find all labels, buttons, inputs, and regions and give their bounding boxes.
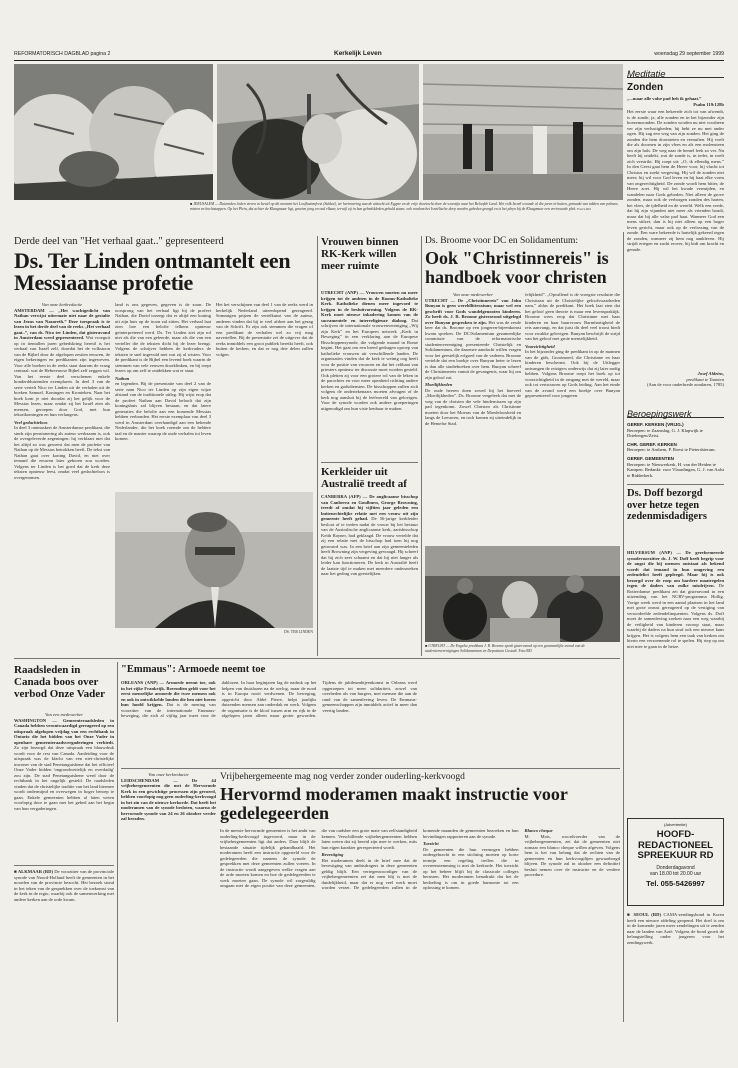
beroepingswerk-list [627,422,724,480]
hervormd-sub3: Blanco cheque [524,828,553,833]
meditatie-body: Het eerste waar een bekeerde zich tot van afwendt, is de zonde, ja, alle zonden en in het bijzonder zijn boezemzonden. De zonden worden nu niet voorheen ver zijn verlustigheden; hij hebt ze nu met ander ogen. Hij zag een weg van zijn zonden. Het ging de zonden die hem doornieten en vernuften. Hij voelt die als doornen in zijn vlees en als een molensteen om zijn hals. De weg naar de hemel leek zo ver. Nu heeft hij ontdekt, wat de zonde is, in ieder, in voelt zich verstrikt. Hij roept uit: „O, ik ellendig mens.” In den Geest gaat hem de Heere voor, hij vlucht tot Christus en zoekt vergeving. Hij wil de zonden niet meer; hij wil voor God leven en hij haat elke vorm van ongerechtigheid. De zonde wordt hem bitter, de Heere zoet. Hij wil het kwade vermijden, en wandelen naar Gods geboden. Niet alleen de grove zonden, maar ook de verborgen zonden des harten, het vlees, de ijdelheid en de wereld. Welk een vrede, dat hij zijn vijanden niet meer als vrienden houdt, maar dat hij alle valse pad haat. Wanneer God een mens stilzet, dan is hij niet alleen op een hoger leven gericht, maar ook op de verlossing van de zonde. Een ware bekeerde is hartelijk gekeerd tegen de zonden, wanneer zij hem nog aankleven. Hij strijdt ertegen en zucht erover, hij bidt om kracht en genade. [627,109,724,252]
doff-headline: Ds. Doff bezorgd over hetze tegen zedenmisdadigers [627,488,707,522]
lead-sub2: Nathan [115,375,130,381]
lead-body: Wat vroeguit op in tientallen jaren gebedskring bereid is het verhaal van Israël zelf, doordat het de volkstoon van de Bijbel door de afgelopen zestien eeuwen, de eigen bekeringen en predikanten zijn ingeweven. Voor alle boeken in de reeks staat daarom de vraag centraal: wat de Hebreeuwse Bijbel zelf zeggen wil. Van het eerste deel verschenen enkele honderdduizenden exemplaren. In deel 3 van de serie vertelt Nico ter Linden uit de verhalen uit de boeken Samuel, Koningen en Kronieken. Naar het boek kom je niet doordat zij het gelijk voor de Messias lezen, maar omdat zij het Israël zien als mensen, geroepen door God, met hun tekortkomingen en hun verlangens. [14,335,110,417]
raadsleden-byline: Van een medewerker [44,712,83,717]
lead-headline: Ds. Ter Linden ontmantelt een Messiaanse profetie [14,248,291,295]
column-divider [421,236,422,656]
raadsleden-article [14,712,114,862]
lead-col3 [216,302,313,490]
meditatie-role: predikant te Taanten [686,376,724,382]
hervormd-sub2: Toezicht [423,841,439,846]
lead-portrait [115,492,313,628]
brief-seoul-text: CAMA-zendingsbond in Korea heeft een nieuwe afdeling geopend. Het doel is om in de komende jaren meer zendelingen uit te zenden naar de landen van Azië. Volgens de bond groeit de belangstelling onder jongeren voor het zendingswerk. [627,912,724,945]
lead-body2: In deel 3 ontmaskert de Amsterdamse predikant, die sinds zijn pensionering als auteur werkzaam is, ook de overgeleverde zegeningen: hij verklaart niet dat het altijd zo was geweest dat men de profetie van Nathan op de Messias betrokken heeft. De tekst van Nathan gaat over koning David, en niet over iemand die eeuwen later geboren zou worden. Volgens ter Linden is het goed dat de kerk deze teksten opnieuw leest, omdat veel gedachteloos is overgenomen. [14,425,110,480]
vrouwen-article [321,290,418,460]
hervormd-headline: Hervormd moderamen maakt instructie voor gedelegeerden [220,784,568,823]
doff-lede: HILVERSUM (ANP) — De gereformeerde synodevoorzitter ds. J. W. Doff heeft begrip voor de angst die bij mensen ontstaat als bekend wordt dat iemand in hun omgeving een zedendelict heeft gepleegd. Maar hij is ook bezorgd over de roep om hardere maatregelen tegen de daders van zulke misdrijven. [627,550,724,588]
church-entry: GEREF. GEMEENTEN Beroepen: te Nieuwerkerk, H. van der Heiden te Kampen. Bedankt: voor Vlaardingen, G. J. van Aalst te Ridderkerk. [627,455,724,478]
christinnereis-photo [425,546,620,642]
divider [121,768,620,769]
page-header [14,50,724,60]
lead-col4-text: Het het verschijnen van deel 1 van de reeks werd in kerkelijk Nederland uiteenlopend gereageerd. Sommigen prijzen de vertelkunst van de auteur, anderen vinden dat hij te veel afdoet aan het gezag van de Schrift. Er zijn ook stemmen die vragen of een predikant de verhalen wel zo vrij mag navertellen. Bij de presentatie zei de uitgever dat de reeks inmiddels een groot publiek bereikt heeft, ook buiten de kerken, en dat er nog drie delen zullen volgen. [216,302,313,357]
hervormd-byline: Van onze kerkredactie [148,772,189,777]
vrouwen-headline: Vrouwen binnen RK-Kerk willen meer ruimte [321,236,399,272]
christinnereis-byline: Van onze medewerker [452,292,494,297]
brief-seoul [627,912,724,1020]
hervormd-sub1: Bevestiging [321,852,344,857]
advert-small: (Advertentie) [664,822,687,827]
lead-lede: AMSTERDAM — „Het wachtgedicht van Nathan verwijst uitermate niet naar de gestalte van Jezus van Nazareth.” Deze toespraak is te lezen in het derde deel van de reeks „Het verhaal gaat..”, van ds. Nico ter Linden, dat gisteravond in Amsterdam werd gepresenteerd. [14,307,110,340]
christinnereis-lede: UTRECHT — De „Christinnereis” van John Bunyan is geen wereldlitteratuur, maar wel een geschrift voor Gods wandelgenooten kinderen. Zo heeft ds. J. R. Broome gisteravond uitgelegd over Bunyan gesproken te zijn. [425,297,521,325]
kerkleider-headline: Kerkleider uit Australië treedt af [321,466,407,490]
divider [321,462,418,463]
christinnereis-col1 [425,292,521,542]
lead-portrait-caption: DS. TER LINDEN [284,630,313,634]
kerkleider-article [321,494,418,654]
column-divider [317,236,318,656]
photo-credit: Foto's RD [577,206,591,211]
divider [14,865,114,866]
kerkleider-lede: CANBERRA (AFP) — De anglicaanse bisschop van Canberra en Goulburn, George Browning, treedt af omdat hij vijftien jaar geleden een buitenechtelijke relatie met een vrouw uit zijn gemeente heeft gehad. [321,494,418,521]
emmaus-article [121,680,417,766]
brief-seoul-lead: ■ SEOUL (RD) [627,912,661,917]
meditatie-source: (Aan de voor onderbrede zondaren, 1785) [646,382,724,387]
photo-western-wall [423,64,623,200]
emmaus-lede: ORLEANS (ANP) — Armoede neemt toe, ook in het rijke Frankrijk. Bovendien geldt voor het eerst menselijke armoede die twee mensen ook en ook in ontwikkelde landen die hen niet boven hun hoofd krijgen. [121,680,216,707]
advert-title: HOOFD-REDACTIONEEL SPREEKUUR RD [637,829,714,861]
christinnereis-headline: Ook "Christinnereis" is handboek voor christen [425,248,609,287]
photo-caption: ■ JERUSALEM — Duizenden Joden vieren in Israël op dit moment het Loofhuttenfeest (Sukkot), ter herinnering aan de uittocht uit Egypte en de vrije doortocht door de woestijn naar het Beloofde Land. Het volk Israël woonde al die jaren in hutten, gemaakt van takken van palmen, mirten en bochtstappen. Op het Plein, dat achter de Klaagmuur ligt, groeten jong en oud elkaar, terwijl zij in hun gebedskleden gehuld staan; ook rondom het Israëlische dorp worden gebeden gezegd en is het pleyn bij de Klaagmuur een vertrouwde plek. Foto's RD [190,202,619,211]
brief-alkmaar-text: De voorzitter van de provinciale synode van Noord-Holland heeft de gemeenten in het noorden van de provincie bezocht. Het bezoek stond in het teken van de gesprekken over de toekomst van de kerk in de regio, waarbij ook de samenwerking met andere kerken aan de orde kwam. [14,869,114,902]
hervormd-body2: Het moderamen deelt in de brief mee dat de bevestiging van ambtsdragers in deze gemeenten geldig blijft. Een vertegenwoordiger van de vrijbehergemeenten zei dat men blij is met de duidelijkheid, maar dat er nog veel werk moet worden verzet. De gedelegeerden zullen in de komende maanden de gemeenten bezoeken en hun bevindingen rapporteren aan de synode. [321,828,519,890]
advert-line1: Donderdagavond [656,864,695,871]
emmaus-headline: "Emmaus": Armoede neemt toe [121,664,266,675]
meditatie-quote: „...maar alle valse pad heb ik gehaat.” [627,96,702,101]
meditatie-author: Josef Aldeins, [697,371,724,376]
meditatie-ref: Psalm 119:128b [693,101,724,107]
brief-alkmaar-lead: ■ ALKMAAR (RD) [14,869,53,874]
header-center: Kerkelijk Leven [334,50,382,57]
christinnereis-col3-text: In het bijzonder ging de predikant in op de mannen van de gids, Grootmoed, die Christinne en haar kinderen beschermt. Ook bij de Uitlegger ontvangen de reizigers onderwijs dat zij later nodig hebben. Volgens Broome roept het boek op tot voorzichtigheid in de omgang met de wereld, maar ook tot vertrouwen op Gods leiding. Aan het einde van de avond werd een boekje over Bunyan gepresenteerd voor jongeren. [525,349,620,398]
advert-phone: Tel. 055-5426997 [646,878,705,888]
christinnereis-caption: ■ UTRECHT — De Engelse predikant J. R. Broome sprak gisteravond op een gezamenlijke avond van de studentenverenigingen Solidamentum en Depositum Custodi. Foto RD [425,644,585,653]
doff-body: De Rotterdamse predikant zei dat gisteravond in een uitzending van het NCRV-programma Hollig. Vorige week werd in een aantal plaatsen in het land met grote onrust gereageerd op de vestiging van veroordeelde zedendelinquenten. Volgens ds. Doff moet de samenleving zoeken naar een weg waarbij de veiligheid van kinderen voorop staat, maar waarbij de daders na hun straf ook een nieuwe kans krijgen. Het is volgens hem een taak van kerken om hierin een verzoenende rol te spelen. Hij riep op om niet mee te gaan in de hetze. [627,583,724,649]
column-divider [117,662,118,1022]
lead-col2-text: land is ons gegeven, gegeven is de zoon. De oorsprong van het verhaal ligt bij de profeet Nathan, die David toezegt dat er altijd een koning uit zijn huis op de troon zal zitten. Het verhaal laat zien hoe een belofte telkens opnieuw geïnterpreteerd werd. Ds. Ter Linden ziet zijn rol niet als die van een geleerde, maar als die van een verteller die de teksten dicht bij de lezer brengt. Volgens de schrijver hebben de kerkvaders de teksten te snel ingevuld met wat zij al wisten. Voor de predikant is de Bijbel een levend boek waarin de stemmen van vele eeuwen doorklinken, en hij roept lezers op om zelf te ontdekken wat er staat. [115,302,211,373]
lead-sub1: Veel gedachteloos [14,419,48,425]
advert-box [627,818,724,906]
church-entry: GEREF. KERKEN (VRIJG.) Beroepen: te Zaamslag, G. J. Klapwijk te Driebergen/Zeist. [627,422,703,439]
lead-col2 [115,302,211,490]
lead-kicker: Derde deel van "Het verhaal gaat.." gepresenteerd [14,236,224,247]
christinnereis-sub1: Moeilijkheden [425,382,453,387]
beroepingswerk-label [627,404,724,418]
meditatie-column [627,82,724,402]
advert-line2: van 18.00 tot 20.00 uur [649,870,702,877]
doff-article [627,550,724,808]
hervormd-body [220,828,620,1022]
brief-alkmaar [14,869,114,1009]
christinnereis-body: Het was de zesde keer dat ds. Broome op een jongeren-bijeenkomst kwam spreken. De DC/Solamentum gezamenlijke commissie van de reformatorische studentenvereniging presenteerde Christelijk en Solidamentum, die daarmee aandacht willen vragen voor het geestelijk erfgoed van de vaderen. Broome vertelde dat een boekje over Bunyan beter te lezen is dan alle studieboeken over hem. Bunyan schreef de Christinnereis vanuit de gevangenis, waar hij om zijn geloof zat. [425,319,521,380]
lead-col3-text: en legenden. Bij de presentatie van deel 2 van de serie nam Nico ter Linden op zijn eigen wijze afstand van de traditionele uitleg. Hij wijst erop dat de profeet Nathan aan David belooft dat zijn koningshuis zal blijven bestaan, en dat latere generaties die belofte aan een komende Messias hebben verbonden. Het eerste exemplaar van deel 3 werd in Amsterdam overhandigd aan een bekende Nederlander, die het boek roemde om de heldere taal en de manier waarop de oude verhalen tot leven komen. [115,381,211,441]
christinnereis-col2-text: felijkheid”. „Opvallend is de vroegste resolutie die Christiaan uit de Christelijke geloofswaarheden nam,” aldus de predikant. Het boek laat zien dat het geloof geen theorie is maar een levenspraktijk. Broome wees erop dat Christinne met haar kinderen en haar buurvrouw Barmhartigheid de reis aanvangt, en dat juist dit deel veel troost biedt voor zwakke gelovigen. Bunyan beschrijft de strijd van het geloof met grote menselijkheid. [525,292,620,341]
christinnereis-body2: De oude heeren doen zoved bij het hoeveel „Moeilijkheden”. Ds. Broome vergeleek dat met de weg van de christen die vele hindernissen op zijn pad tegenkomt. Zowel Christen als Christinne moeten door het Moeras van de Moedeloosheid en langs de Leeuwen, en toch komen zij uiteindelijk in de Hemelse Stad. [425,387,521,426]
kerkleider-body: De 56-jarige kerkleider besloot af te treden nadat de vrouw bij het bestuur van de Australische anglicaanse kerk, aartsbisschop Keith Rayner, had geklaagd. De vrouw vertelde dat zij een relatie met de bisschop had toen hij nog getrouwd was. In een brief aan zijn gemeenteleden heeft Browning zijn vergeving gevraagd. Hij schreef dat hij zich zeer schaamt en dat hij niet langer als leider kan functioneren. De kerk in Australië heeft de laatste tijd te maken met meerdere onderzoeken naar het gedrag van geestelijken. [321,516,418,576]
vrouwen-lede: UTRECHT (ANP) — Vrouwen moeten nu meer krijgen tot de ambten in de Rooms-Katholieke Kerk. Katholieke dienen meer ingevoed te krijgen in de besluitvorming. Volgens de RK-Kerk moet nieuwe inkadering komen van de sacramentele en interreligieuze dialoog. [321,290,418,323]
emmaus-body: Dat is de mening van voorzitter van de internationale Emmaus-beweging, die zich al vijftig jaar inzet voor de daklozen. In haar beginjaren lag de nadruk op het helpen van thuislozen na de oorlog, maar de nood is in Europa nooit verdwenen. De beweging, opgericht door Abbé Pierre, helpt jaarlijks duizenden mensen aan onderdak en werk. Volgens de organisatie is de kloof tussen arm en rijk in de afgelopen jaren alleen maar groter geworden. Tijdens de jubileumbijeenkomst in Orleans werd opgeroepen tot meer solidariteit, zowel van overheden als van burgers, met mensen die aan de rand van de samenleving leven. De Emmaus-gemeenschappen zijn inmiddels actief in meer dan veertig landen. [121,680,417,718]
christinnereis-credit: Foto RD [518,648,532,653]
meditatie-label [627,64,724,78]
divider [14,658,620,659]
hervormd-body3: De gemeenten die hun vermogen hebben ondergebracht in een stichting moeten op korte termijn een regeling treffen die in overeenstemming is met de kerkorde. Het toezicht op het beheer blijft bij de classicale colleges berusten. Het moderamen benadrukt dat het de bedoeling is om in goede harmonie tot een oplossing te komen. [423,846,519,890]
lead-col1 [14,302,110,652]
hervormd-body4: M. Mais, woordvoerder van de vrijbehergemeenten, zei dat de gemeenten niet zomaar een blanco cheque willen afgeven. Volgens hem is het van belang dat de rechten van de gemeenten en hun kerkvoogdijen gewaarborgd blijven. De synode zal in oktober een definitief besluit nemen over de instructie en de verdere procedure. [524,833,620,877]
hervormd-lede: LEIDSCHENDAM — De 44 vrijbehergemeenten die met de Hervormde Kerk in een gewichtige processen zijn gevoerd, hebben voorlopig nog geen ouderling-kerkvoogd in het zin van de nieuwe kerkorde. Dat heeft het moderamen van de synode besloten, waarna de hervormde synode van 24 en 26 oktober verder zal beraden. [121,777,216,821]
header-right: woensdag 29 september 1999 [654,51,724,57]
meditatie-heading: Zonden [627,82,664,93]
divider [627,484,724,485]
raadsleden-box [14,662,114,1022]
hervormd-col1 [121,772,216,1022]
hervormd-body-text: In de meeste hervormde gemeenten is het ambt van ouderling-kerkvoogd ingevoerd, maar in de vrijbehergemeenten ligt dat anders. Daar blijft de bestaande situatie tijdelijk gehandhaafd. Het moderamen heeft een instructie opgesteld voor de gedelegeerden die namens de synode de gesprekken met deze gemeenten zullen voeren. In de instructie wordt aangegeven welke vragen aan de orde moeten komen en hoe de gedelegeerden te werk moeten gaan. De synode wil zorgvuldig omgaan met de eigen positie van deze gemeenten, die van oudsher een grote mate van zelfstandigheid kennen. Verschillende vrijbehergemeenten hebben laten weten dat zij bereid zijn mee te werken, mits hun eigen karakter gerespecteerd wordt. [220,828,417,888]
header-rule [14,60,724,61]
christinnereis-sub2: Voorzichtigheid [525,343,555,349]
raadsleden-lede: WASHINGTON — Gemeenteraadsleden in Canada hebben verontwaardigd gereageerd op een uitspraak afgelopen vrijdag van een rechtbank in Ontario die het bidden van het Onze Vader in openbare gemeenteraadsvergaderingen verbiedt. [14,717,114,745]
vrouwen-body: Dat schrijven de internationale vrouwenvereniging „Wij zijn Kerk” en het Europees netwerk „Kerk in Beweging” in een verklaring aan de Europese Bisschoppensynode, die volgende maand in Rome begint. Het gaat om een breed gedragen oproep van katholieke vrouwen uit verschillende landen. De organisaties vinden dat de kerk te weinig oog heeft voor de positie van vrouwen en dat het celibaat van priesters opnieuw ter discussie moet worden gesteld. Ook pleiten zij voor een grotere rol van de leken in de parochies en voor meer openheid richting andere kerken en godsdiensten. De bisschoppen zullen zich volgens de ondertekenaars moeten afvragen of de kerk nog aansluit bij de leefwereld van gelovigen. Voor de synode worden ook andere groeperingen uitgenodigd om hun visie kenbaar te maken. [321,317,418,411]
hervormd-kicker: Vrijbehergemeente mag nog verder zonder ouderling-kerkvoogd [220,772,465,782]
church-entry: CHR. GEREF. KERKEN Beroepen: te Arnhem, P. Roest te Pietersbierum. [627,441,716,453]
beroepingswerk-title: Beroepingswerk [627,409,692,419]
column-divider [623,232,624,1022]
header-left: REFORMATORISCH DAGBLAD pagina 2 [14,51,111,57]
meditatie-title: Meditatie [627,69,666,80]
christinnereis-kicker: Ds. Broome voor DC en Solidamentum: [425,236,579,246]
lead-byline: Van onze kerkredactie [41,302,83,307]
photo-prayer-shawls [14,64,213,200]
photo-palm-branches [217,64,419,200]
christinnereis-col2 [525,292,620,542]
raadsleden-headline: Raadsleden in Canada boos over verbod Onze Vader [14,664,106,700]
raadsleden-body: Zo zijn bezorgd dat deze uitspraak een blauwdruk wordt voor de rest van Canada. Aanleiding voor de uitspraak was de klacht van een niet-christelijke inwoner van de stad Penetanguishene dat het officieel Onze Vader bidden 'ongrondwettelijk en overdadig' zou zijn. De stad Penetanguishene werd door de rechtbank in het ongelijk gesteld. De raadsleden vinden dat de christelijke traditie van het land hiermee wordt ondermijnd en overwegen in hoger beroep te gaan. Enkele gemeenten hebben al laten weten voorlopig door te gaan met het gebed aan het begin van hun vergaderingen. [14,745,114,811]
